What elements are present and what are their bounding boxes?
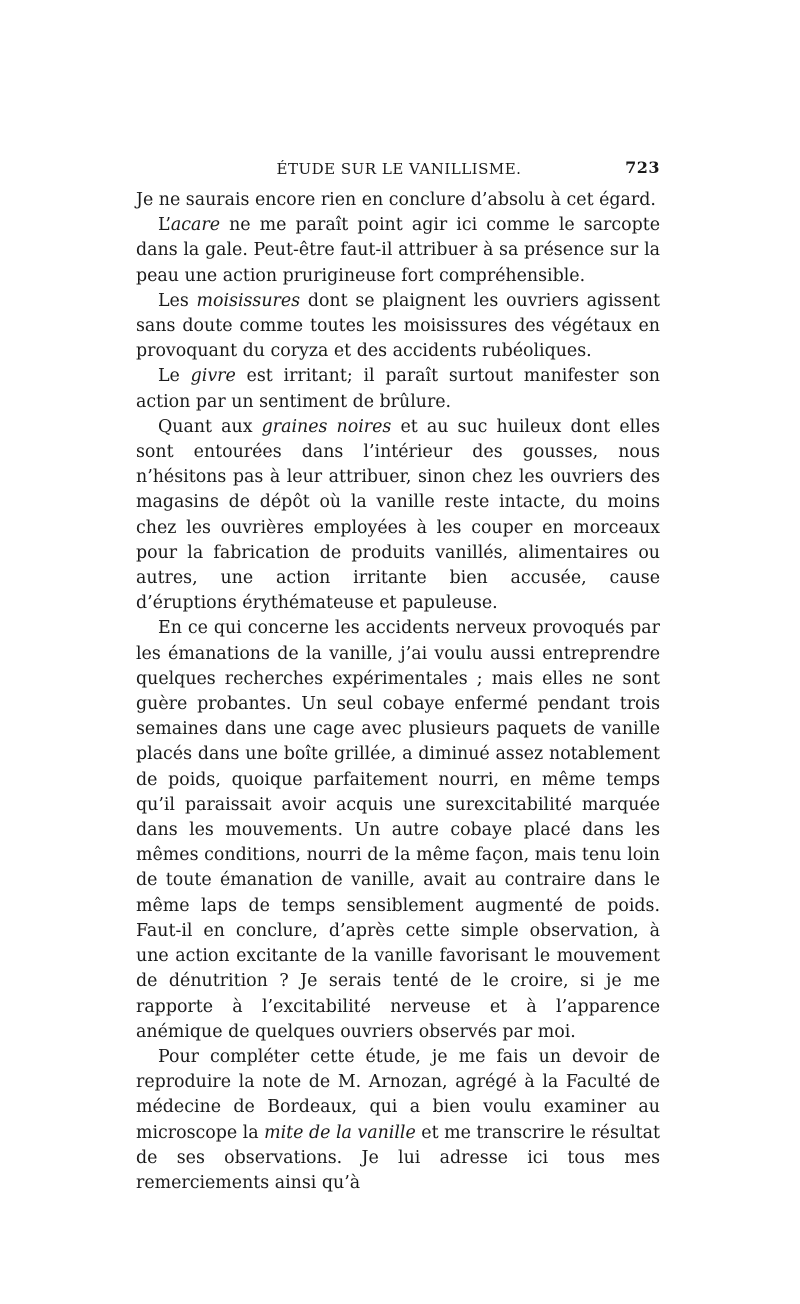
- text-run: Pour compléter cette étude, je me fais un devoir de reproduire la note de M. Arnozan, agrégé à la Faculté de médecine de Bordeaux, qui a bien voulu examiner au microscope la: [136, 1046, 660, 1143]
- text-run: dont se plaignent les ouvriers agissent sans doute comme toutes les moisissures des végétaux en provoquant du coryza et des accidents rubéoliques.: [136, 290, 660, 362]
- text-run: et au suc huileux dont elles sont entourées dans l’intérieur des gousses, nous n’hésitons pas à leur attribuer, sinon chez les ouvriers des magasins de dépôt où la vanille reste intacte, du moins chez les ouvrières employées à les couper en morceaux pour la fabrication de produits vanillés, alimentaires ou autres, une action irritante bien accusée, cause d’éruptions érythémateuse et papuleuse.: [136, 416, 660, 614]
- text-run: Je ne saurais encore rien en conclure d’absolu à cet égard.: [136, 190, 656, 210]
- paragraph: [136, 213, 660, 289]
- text-run: L’: [158, 215, 171, 236]
- paragraph: [136, 616, 660, 1044]
- running-title: ÉTUDE SUR LE VANILLISME.: [276, 160, 522, 178]
- text-run: Les: [158, 290, 197, 311]
- text-run: En ce qui concerne les accidents nerveux provoqués par les émanations de la vanille, j’ai voulu aussi entreprendre quelques recherches expérimentales ; mais elles ne sont guère probantes. Un seul cobaye enfermé pendant trois semaines dans une cage avec plusieurs paquets de vanille placés dans une boîte grillée, a diminué assez notablement de poids, quoique parfaitement nourri, en même temps qu’il paraissait avoir acquis une surexcitabilité marquée dans les mouvements. Un autre cobaye placé dans les mêmes conditions, nourri de la même façon, mais tenu loin de toute émanation de vanille, avait au contraire dans le même laps de temps sensiblement augmenté de poids. Faut-il en conclure, d’après cette simple observation, à une action excitante de la vanille favorisant le mouvement de dénutrition ? Je serais tenté de le croire, si je me rapporte à l’excitabilité nerveuse et à l’apparence anémique de quelques ouvriers observés par moi.: [136, 618, 660, 1042]
- italic-term: acare: [170, 215, 220, 236]
- page-number: 723: [625, 158, 660, 177]
- text-run: est irritant; il paraît surtout manifester son action par un sentiment de brûlure.: [136, 366, 660, 412]
- paragraph: [136, 289, 660, 365]
- paragraph: [136, 188, 660, 213]
- text-run: ne me paraît point agir ici comme le sarcopte dans la gale. Peut-être faut-il attribuer à sa présence sur la peau une action prurigineuse fort compréhensible.: [136, 215, 660, 286]
- italic-term: graines noires: [261, 416, 392, 437]
- paragraph: [136, 364, 660, 414]
- text-run: Le: [158, 366, 191, 387]
- italic-term: mite de la vanille: [264, 1122, 416, 1143]
- italic-term: givre: [190, 366, 236, 387]
- body-text: [136, 188, 660, 1196]
- paragraph: [136, 415, 660, 617]
- text-run: Quant aux: [158, 416, 262, 437]
- running-header: [138, 158, 660, 184]
- italic-term: moisissures: [196, 290, 301, 311]
- paragraph: [136, 1045, 660, 1196]
- text-run: et me transcrire le résultat de ses observations. Je lui adresse ici tous mes remerciements ainsi qu’à: [136, 1122, 660, 1193]
